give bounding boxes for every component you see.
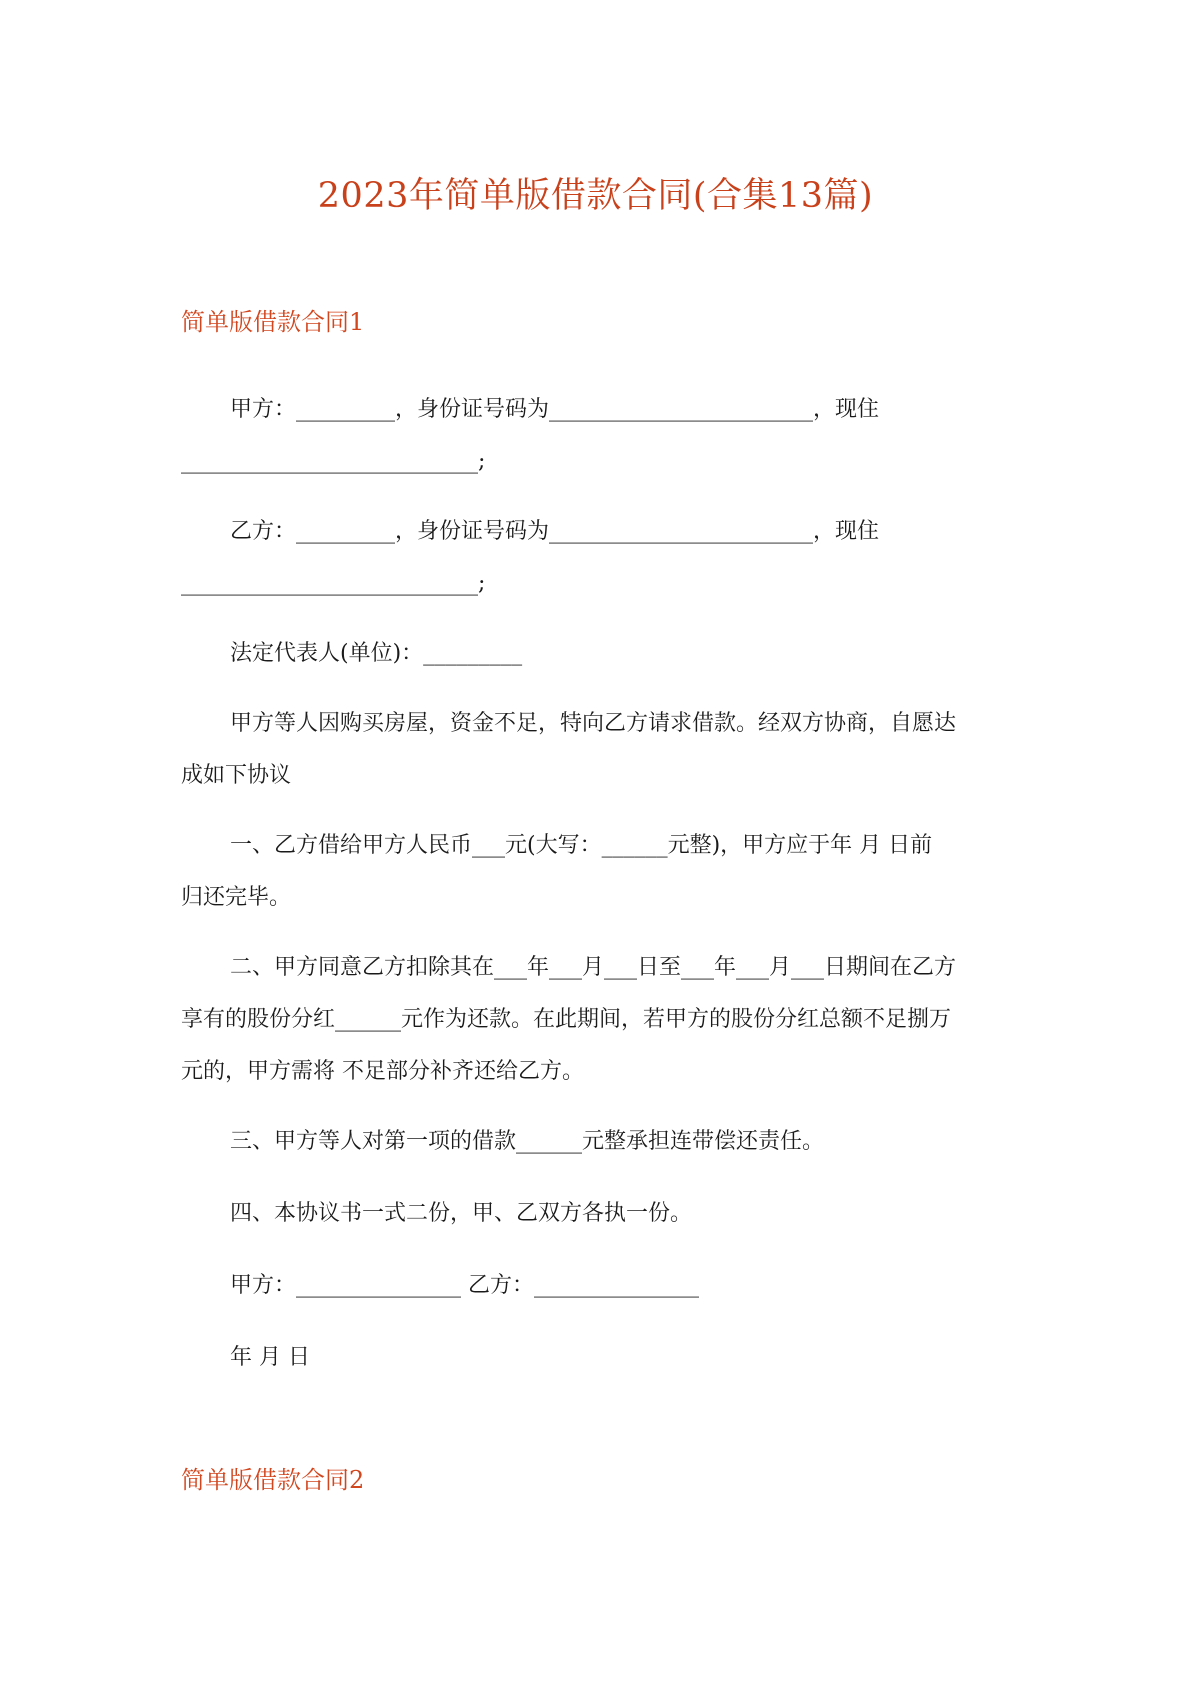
clause-1-line-1: 一、乙方借给甲方人民币___元(大写：______元整)，甲方应于年 月 日前 bbox=[230, 833, 933, 858]
signature-line: 甲方：_______________ 乙方：_______________ bbox=[230, 1273, 699, 1298]
clause-2-line-3: 元的，甲方需将 不足部分补齐还给乙方。 bbox=[181, 1059, 584, 1084]
party-b-line: 乙方：_________，身份证号码为________________________，现住 bbox=[230, 519, 880, 544]
clause-3-line: 三、甲方等人对第一项的借款______元整承担连带偿还责任。 bbox=[230, 1129, 825, 1154]
section-heading-1: 简单版借款合同1 bbox=[181, 308, 365, 336]
clause-4-line: 四、本协议书一式二份，甲、乙双方各执一份。 bbox=[230, 1201, 693, 1226]
party-a-line: 甲方：_________，身份证号码为________________________，现住 bbox=[230, 397, 880, 422]
document-title: 2023年简单版借款合同(合集13篇) bbox=[317, 176, 874, 216]
date-line: 年 月 日 bbox=[230, 1345, 310, 1370]
party-a-address-line: ___________________________; bbox=[181, 449, 486, 474]
clause-1-line-2: 归还完毕。 bbox=[181, 885, 292, 910]
paragraph-intro-line-2: 成如下协议 bbox=[181, 763, 292, 788]
section-heading-2: 简单版借款合同2 bbox=[181, 1466, 365, 1494]
party-b-address-line: ___________________________; bbox=[181, 571, 486, 596]
paragraph-intro-line-1: 甲方等人因购买房屋，资金不足，特向乙方请求借款。经双方协商，自愿达 bbox=[230, 711, 957, 736]
clause-2-line-2: 享有的股份分红______元作为还款。在此期间，若甲方的股份分红总额不足捌万 bbox=[181, 1007, 952, 1032]
clause-2-line-1: 二、甲方同意乙方扣除其在___年___月___日至___年___月___日期间在乙方 bbox=[230, 955, 957, 980]
legal-representative-line: 法定代表人(单位)：_________ bbox=[230, 641, 523, 666]
